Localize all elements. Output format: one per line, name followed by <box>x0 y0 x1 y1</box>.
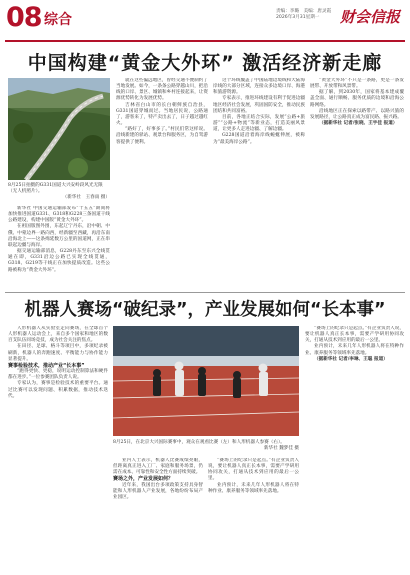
section-divider <box>5 292 405 293</box>
date-line: 2026年3月31星期一 <box>276 15 320 20</box>
article1-photo <box>8 78 110 180</box>
paragraph: 吉林省白山市的长白朝鲜族自治县，G331国道穿城而过。当地居民说，公路通了，游客来了，特产卖出去了，日子越过越红火。 <box>116 102 208 127</box>
paragraph: “路好了，好事多了。”村民们常这样说。沿线新建的驿站、观景台和服务区，为自驾游客提供了便利。 <box>116 127 208 145</box>
article1-column-2 <box>116 78 208 290</box>
paragraph: 新华社 中国交通运输部发布“十五五”期间将加快推进国道G331、G318和G228三条国道干线公路建设，构建中国版“黄金大外环”。 <box>8 206 110 224</box>
header-rule <box>5 40 405 42</box>
paragraph: “跑得更快、更稳，说明运动控制算法和硬件都在进步。”一位参赛团队负责人说。 <box>8 369 108 381</box>
paragraph: 专家认为，赛事是检验技术的重要平台。通过比赛可以发现问题、积累数据，推动技术迭代。 <box>8 381 108 399</box>
article2-photo-caption <box>113 440 299 452</box>
paragraph: （据新华社 记者/张晓、王宇佳 报道） <box>319 121 398 127</box>
page-number: 08 <box>6 2 42 33</box>
paragraph: 目前，各地正结合实际，发展“公路+旅游”“公路+物流”等新业态，打造美丽风景道，让更多人走进边疆、了解边疆。 <box>213 114 305 133</box>
paragraph: 人形机器人从实验室走向赛场，在全球首个人形机器人运动会上，来自多个国家和地区的数百支队伍同场竞技，成为社会关注的焦点。 <box>8 326 108 344</box>
article2-headline: 机器人赛场“破纪录”，产业发展如何“长本事” <box>24 300 386 320</box>
paragraph: 近年来，我国出台多项政策支持具身智能和人形机器人产业发展，各地纷纷布局产业园区。 <box>113 482 203 500</box>
paragraph: “黄金大外环”不只是一条路，更是一条发展带、开放带和风景带。 <box>310 78 404 90</box>
paragraph: G228国道沿着海岸线蜿蜒伸展，被称为“最美海岸公路”。 <box>213 133 305 145</box>
newspaper-brand: 财会信报 <box>340 8 401 26</box>
photo-credit: 新华社 魏梦佳 摄 <box>263 446 299 452</box>
article2-column-3 <box>208 458 299 568</box>
paragraph: “赛场上的纪录只是起点。”有企业负责人说，要让机器人真正长本事，需要产学研用协同攻关，打通从技术到应用的最后一公里。 <box>305 326 404 344</box>
article2-photo <box>113 326 299 436</box>
article1-column-4 <box>310 78 404 290</box>
paragraph: 业内预计，未来几年人形机器人将在特种作业、康养服务等领域率先落地。 <box>208 482 299 494</box>
article2-column-2 <box>113 458 203 568</box>
caption-text: 8月25日，在北京大兴国际赛事中，观众在观看比赛（左）和人形机器人参赛（右）。 <box>113 440 285 445</box>
article2-column-4 <box>305 326 404 566</box>
paragraph: 业内人士表示，机器人比赛成绩亮眼，但距离真正进入工厂、家庭和服务场景，仍需在成本、可靠性和安全性方面持续突破。 <box>113 458 203 476</box>
page-header <box>0 0 410 44</box>
paragraph: （据新华社 记者/李琳、王聪 报道） <box>314 356 388 362</box>
caption-text: 8月25日拍摄的G331国道大兴安岭段风光无限（无人机照片）。 <box>8 183 103 195</box>
paragraph: 业内预计，未来几年人形机器人将在特种作业、康养服务等领域率先落地。 <box>305 344 404 356</box>
article1-photo-caption <box>8 183 110 202</box>
paragraph: 在祖国版图外围，东起辽宁丹东，沿中朝、中俄、中蒙边界一路向西，经新疆至西藏，再沿东南沿海北上——这条绵延数万公里的国道网，正在串联起边疆与海岸。 <box>8 224 110 248</box>
photo-credit: （新华社 王春雨 摄） <box>62 195 110 201</box>
article2-column-1 <box>8 326 108 566</box>
article1-column-1 <box>8 206 110 290</box>
subhead: 赛事检验技术，推动产业“长本事” <box>8 362 85 369</box>
paragraph: 沿线地区正在探索以路带产、以路兴旅的发展路径，让公路真正成为富民路、振兴路。 <box>310 108 404 120</box>
paragraph: 专家表示，推进环线建设有利于促进边疆地区经济社会发展，巩固国防安全，推动民族团结和共同富裕。 <box>213 96 305 114</box>
paragraph: 在田径、足球、格斗等项目中，多项纪录被刷新，机器人的奔跑速度、平衡能力与协作能力显著提升。 <box>8 344 108 362</box>
section-title: 综合 <box>44 12 72 28</box>
editor-line: 责编：李璐 美编：唐灵霞 <box>276 9 332 14</box>
paragraph: “赛场上的纪录只是起点。”有企业负责人说，要让机器人真正长本事，需要产学研用协同攻关，打通从技术到应用的最后一公里。 <box>208 458 299 482</box>
paragraph: 就在这些偏远地区，曾经交通不便制约了当地发展。如今，一条条公路穿越山川，把沿线的口岸、景区、城镇和乡村连接起来，让资源优势转化为发展优势。 <box>116 78 208 102</box>
article1-headline: 中国构建“黄金大外环” 激活经济新走廊 <box>27 52 383 74</box>
paragraph: 据交通运输部消息，G228丹东至东兴全线贯通在即，G331沿边公路已实现全线贯通，G318、G219等干线正在加快提质改造。这些公路被称为“黄金大外环”。 <box>8 249 110 273</box>
paragraph: 据了解，到2030年，国家将基本建成覆盖全面、通行顺畅、服务优质的边境和沿海公路网络。 <box>310 90 404 108</box>
editor-info <box>276 9 336 21</box>
paragraph: 这个环线覆盖了中国陆地边境线和大陆海岸线的大部分区域，连接众多边境口岸、海港和旅游资源。 <box>213 78 305 96</box>
article1-column-3 <box>213 78 305 290</box>
subhead: 赛场之外，产业发展如何？ <box>113 476 174 483</box>
